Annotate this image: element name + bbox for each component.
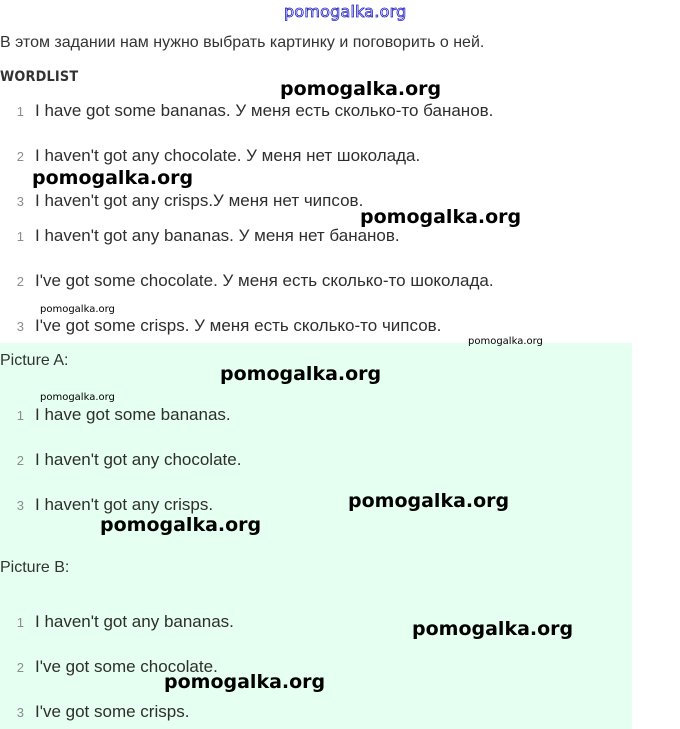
item-number: 2: [16, 659, 24, 675]
item-number: 3: [16, 497, 24, 513]
item-text: I've got some crisps.: [35, 702, 190, 721]
intro-text: В этом задании нам нужно выбрать картинку и поговорить о ней.: [0, 34, 485, 51]
item-number: 2: [16, 148, 24, 164]
watermark: pomogalka.org: [360, 206, 522, 228]
item-number: 3: [16, 193, 24, 209]
wordlist-heading: WORDLIST: [0, 69, 79, 85]
list-item: [0, 610, 234, 634]
list-item: [0, 314, 441, 338]
item-text: I have got some bananas. У меня есть сколько-то бананов.: [35, 101, 494, 120]
watermark: pomogalka.org: [348, 490, 510, 512]
list-item: [0, 99, 493, 123]
watermark: pomogalka.org: [32, 167, 194, 189]
picture-a-label: Picture A:: [0, 352, 69, 369]
watermark: pomogalka.org: [220, 363, 382, 385]
watermark: pomogalka.org: [40, 392, 115, 403]
list-item: [0, 403, 231, 427]
watermark: pomogalka.org: [280, 78, 442, 100]
item-number: 1: [16, 407, 24, 423]
item-text: I've got some chocolate. У меня есть сколько-то шоколада.: [35, 271, 494, 290]
watermark: pomogalka.org: [100, 514, 262, 536]
item-text: I haven't got any bananas. У меня нет бананов.: [35, 226, 400, 245]
item-text: I haven't got any crisps.: [35, 495, 214, 514]
item-number: 3: [16, 318, 24, 334]
watermark: pomogalka.org: [412, 618, 574, 640]
site-logo[interactable]: pomogalka.org: [284, 2, 407, 21]
item-text: I have got some bananas.: [35, 405, 231, 424]
watermark: pomogalka.org: [40, 304, 115, 315]
item-number: 1: [16, 614, 24, 630]
item-text: I've got some crisps. У меня есть сколько-то чипсов.: [35, 316, 442, 335]
watermark: pomogalka.org: [164, 671, 326, 693]
item-text: I haven't got any chocolate.: [35, 450, 242, 469]
item-text: I haven't got any crisps.У меня нет чипсов.: [35, 191, 364, 210]
picture-b-label: Picture B:: [0, 559, 70, 576]
list-item: [0, 448, 241, 472]
item-text: I've got some chocolate.: [35, 657, 218, 676]
item-number: 1: [16, 228, 24, 244]
item-text: I haven't got any chocolate. У меня нет шоколада.: [35, 146, 421, 165]
watermark: pomogalka.org: [468, 336, 543, 347]
list-item: [0, 144, 420, 168]
list-item: [0, 189, 363, 213]
item-number: 2: [16, 273, 24, 289]
list-item: [0, 700, 189, 724]
item-text: I haven't got any bananas.: [35, 612, 234, 631]
item-number: 2: [16, 452, 24, 468]
list-item: [0, 269, 494, 293]
item-number: 3: [16, 704, 24, 720]
list-item: [0, 224, 400, 248]
item-number: 1: [16, 103, 24, 119]
